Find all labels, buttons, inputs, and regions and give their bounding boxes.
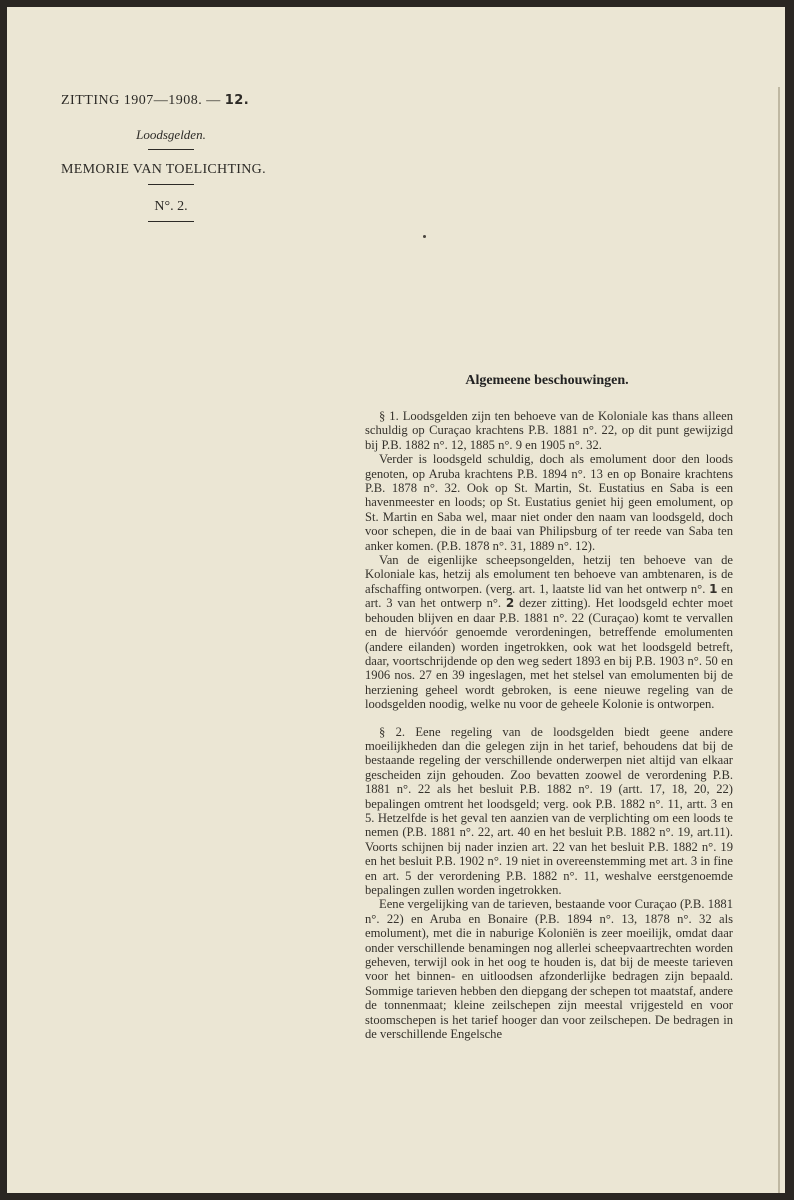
paragraph: Verder is loodsgeld schuldig, doch als emolument door den loods genoten, op Aruba krachtens P.B. 1894 n°. 13 en op Bonaire krachtens P.B. 1878 n°. 32. Ook op St. Martin, St. Eustatius en Saba is een havenmeester en loods; op St. Eustatius geniet hij geen emolument, op St. Martin en Saba wel, maar niet onder den naam van loodsgeld, doch voor schepen, die in de baai van Philipsburg of ter reede van Saba ten anker komen. (P.B. 1878 n°. 31, 1889 n°. 12). (365, 452, 733, 553)
document-header (51, 93, 291, 222)
binding-edge (778, 87, 780, 1193)
document-type: MEMORIE VAN TOELICHTING. (61, 162, 266, 177)
divider (148, 221, 194, 222)
session-line (61, 93, 291, 109)
divider (148, 184, 194, 185)
document-page (7, 7, 785, 1193)
divider (148, 149, 194, 150)
subject-title: Loodsgelden. (136, 127, 206, 142)
paragraph: Eene vergelijking van de tarieven, bestaande voor Curaçao (P.B. 1881 n°. 22) en Aruba en Bonaire (P.B. 1894 n°. 13, 1878 n°. 32 als emolument), met die in naburige Koloniën is zeer moeilijk, omdat daar onder verschillende benamingen nog allerlei scheepvaartrechten worden geheven, terwijl ook in het oog te houden is, dat bij de meeste tarieven voor het binnen- en uitloodsen afzonderlijke bedragen zijn bepaald. Sommige tarieven hebben den diepgang der schepen tot maatstaf, andere de tonnenmaat; kleine zeilschepen zijn meestal vrijgesteld en voor stoomschepen is het tarief hooger dan voor zeilschepen. De bedragen in de verschillende Engelsche (365, 897, 733, 1042)
document-number: N°. 2. (154, 199, 188, 214)
draft-number: 2 (505, 596, 515, 611)
paragraph-text: Van de eigenlijke scheepsongelden, hetzij ten behoeve van de Koloniale kas, hetzij als emolument ten behoeve van ambtenaren, is de afschaffing ontworpen. (verg. art. 1, laatste lid van het ontwerp n°. (365, 553, 733, 596)
session-text: ZITTING 1907—1908. — (61, 93, 221, 108)
paragraph-text: dezer zitting). Het loodsgeld echter moet behouden blijven en daar P.B. 1881 n°. 22 (Curaçao) komt te vervallen en de hiervóór genoemde verordeningen, betreffende emolumenten (andere eilanden) worden ingetrokken, ook wat het loodsgeld betreft, daar, voortschrijdende op den weg sedert 1893 en bij P.B. 1903 n°. 50 en 1906 nos. 27 en 39 ingeslagen, met het stelsel van emolumenten bij de herziening geheel wordt gebroken, is eene nieuwe regeling van de loodsgelden noodig, welke nu voor de geheele Kolonie is ontworpen. (365, 596, 733, 712)
section-heading: Algemeene beschouwingen. (465, 373, 629, 388)
paragraph-text: en art. 3 van het ontwerp n°. (365, 581, 733, 611)
paragraph: § 1. Loodsgelden zijn ten behoeve van de Koloniale kas thans alleen schuldig op Curaçao krachtens P.B. 1881 n°. 22, op dit punt gewijzigd bij P.B. 1882 n°. 12, 1885 n°. 9 en 1905 n°. 32. (365, 409, 733, 452)
paragraph: § 2. Eene regeling van de loodsgelden biedt geene andere moeilijkheden dan die gelegen zijn in het tarief, behoudens dat bij de bestaande regeling der verschillende onderwerpen niet altijd van elkaar gescheiden zijn gehouden. Zoo bevatten zoowel de verordening P.B. 1881 n°. 22 als het besluit P.B. 1882 n°. 19 (artt. 17, 18, 20, 22) bepalingen omtrent het loodsgeld; verg. ook P.B. 1882 n°. 11, artt. 3 en 5. Hetzelfde is het geval ten aanzien van de verplichting om een loods te nemen (P.B. 1881 n°. 22, art. 40 en het besluit P.B. 1882 n°. 19, art.11). Voorts schijnen bij nader inzien art. 22 van het besluit P.B. 1882 n°. 19 en het besluit P.B. 1902 n°. 19 niet in overeenstemming met art. 3 in fine en art. 5 der verordening P.B. 1882 n°. 11, weshalve eerstgenoemde bepalingen zullen worden ingetrokken. (365, 724, 733, 897)
session-number: 12. (224, 93, 250, 108)
ink-speck (423, 235, 426, 238)
paragraph (365, 553, 733, 711)
draft-number: 1 (709, 581, 718, 596)
body-text (365, 409, 733, 1041)
